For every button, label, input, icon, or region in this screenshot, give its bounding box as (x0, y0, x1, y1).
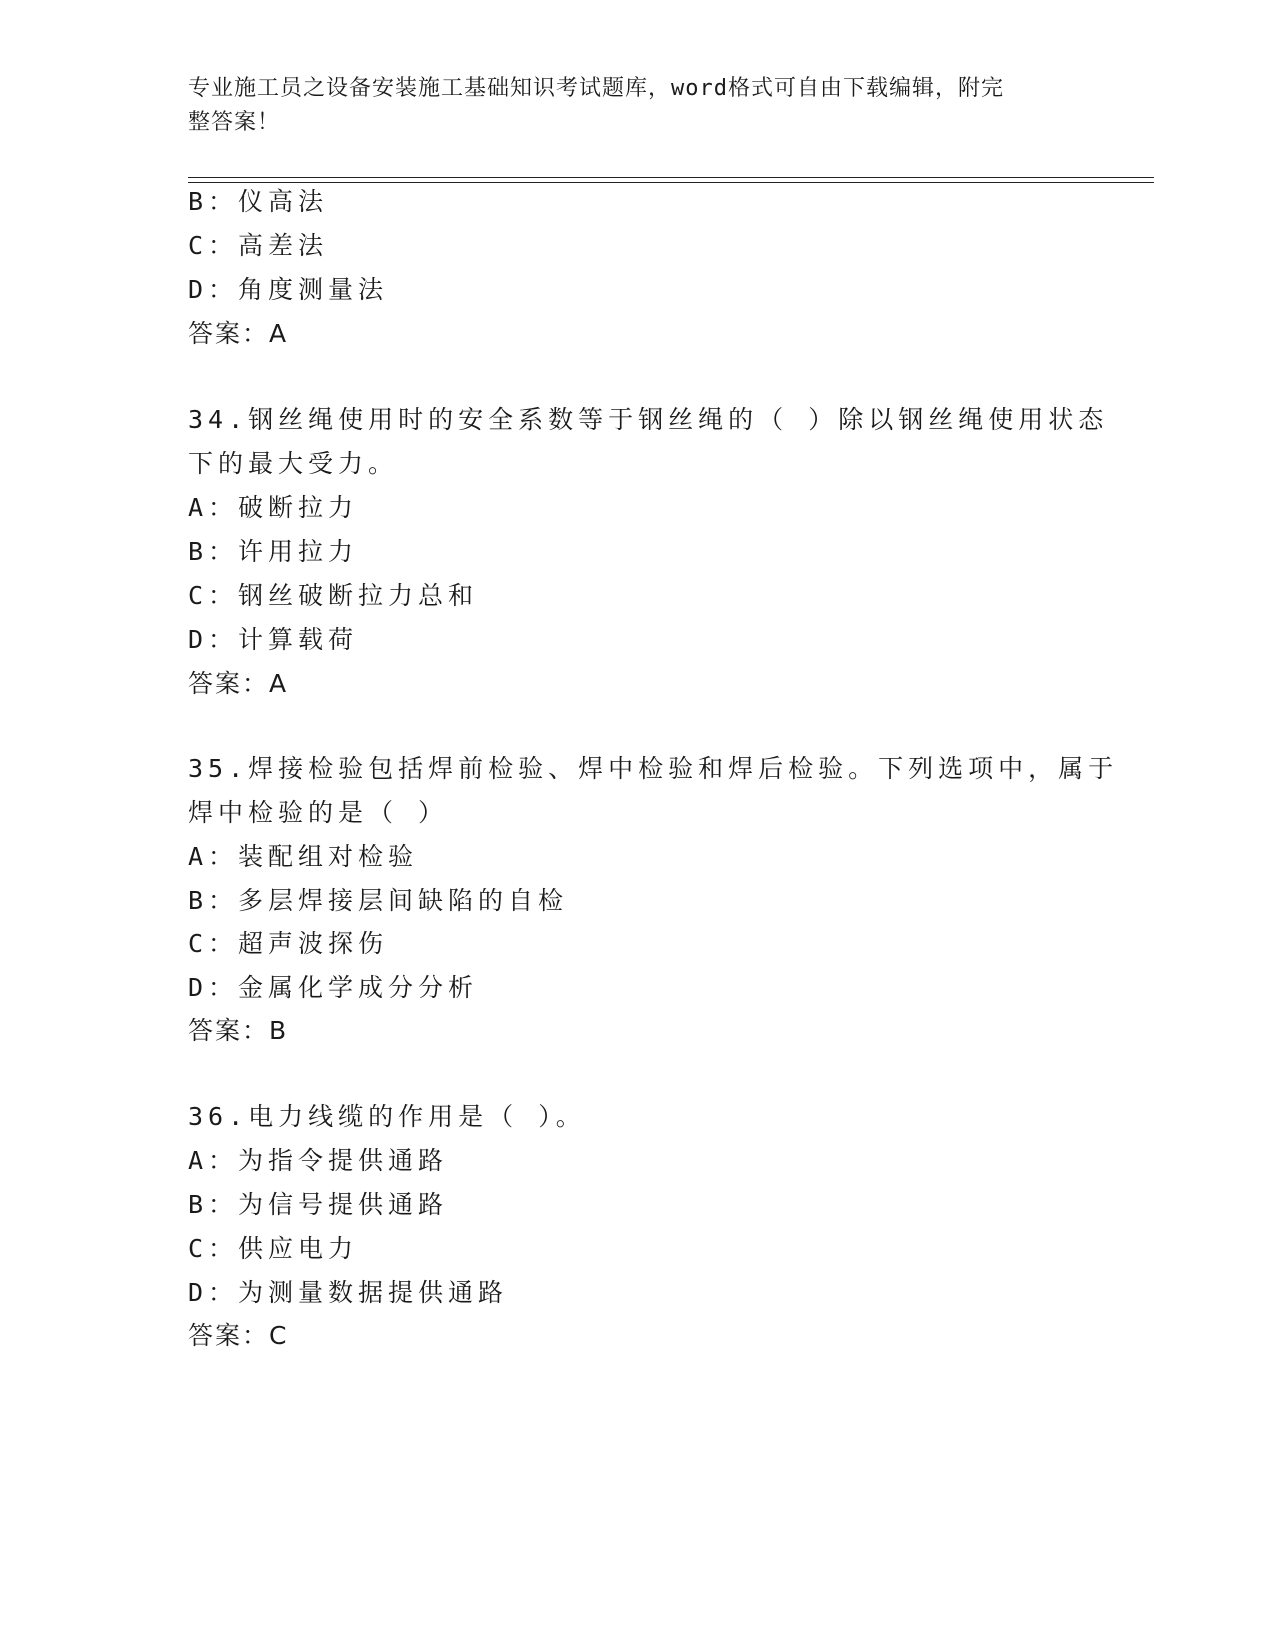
q35-answer: 答案：B (188, 1016, 289, 1045)
q36-option-a: A：为指令提供通路 (188, 1146, 449, 1175)
header-line-1: 专业施工员之设备安装施工基础知识考试题库，word格式可自由下载编辑，附完 (188, 76, 1004, 101)
q33-option-c: C：高差法 (188, 231, 329, 260)
q34-stem-line-1: 34.钢丝绳使用时的安全系数等于钢丝绳的（ ）除以钢丝绳使用状态 (188, 405, 1109, 434)
q34-answer: 答案：A (188, 669, 289, 698)
q35-option-d: D：金属化学成分分析 (188, 973, 479, 1002)
q33-answer: 答案：A (188, 319, 289, 348)
q36-option-d: D：为测量数据提供通路 (188, 1278, 509, 1307)
q34-option-c: C：钢丝破断拉力总和 (188, 581, 479, 610)
header-line-2: 整答案！ (188, 110, 281, 135)
q35-stem-line-2: 焊中检验的是（ ） (188, 798, 449, 827)
q33-option-d: D：角度测量法 (188, 275, 389, 304)
q36-answer: 答案：C (188, 1321, 289, 1350)
document-header (188, 72, 1068, 140)
q34-option-a: A：破断拉力 (188, 493, 359, 522)
header-divider-bottom (188, 182, 1154, 183)
q35-option-b: B：多层焊接层间缺陷的自检 (188, 886, 569, 915)
q33-option-b: B：仪高法 (188, 187, 329, 216)
q36-stem-line-1: 36.电力线缆的作用是（ ）。 (188, 1102, 586, 1131)
q35-option-a: A：装配组对检验 (188, 842, 419, 871)
q35-option-c: C：超声波探伤 (188, 929, 389, 958)
q35-stem-line-1: 35.焊接检验包括焊前检验、焊中检验和焊后检验。下列选项中，属于 (188, 754, 1119, 783)
q36-option-b: B：为信号提供通路 (188, 1190, 449, 1219)
q34-option-d: D：计算载荷 (188, 625, 359, 654)
header-divider-top (188, 177, 1154, 178)
q34-option-b: B：许用拉力 (188, 537, 359, 566)
q34-stem-line-2: 下的最大受力。 (188, 449, 399, 478)
q36-option-c: C：供应电力 (188, 1234, 359, 1263)
